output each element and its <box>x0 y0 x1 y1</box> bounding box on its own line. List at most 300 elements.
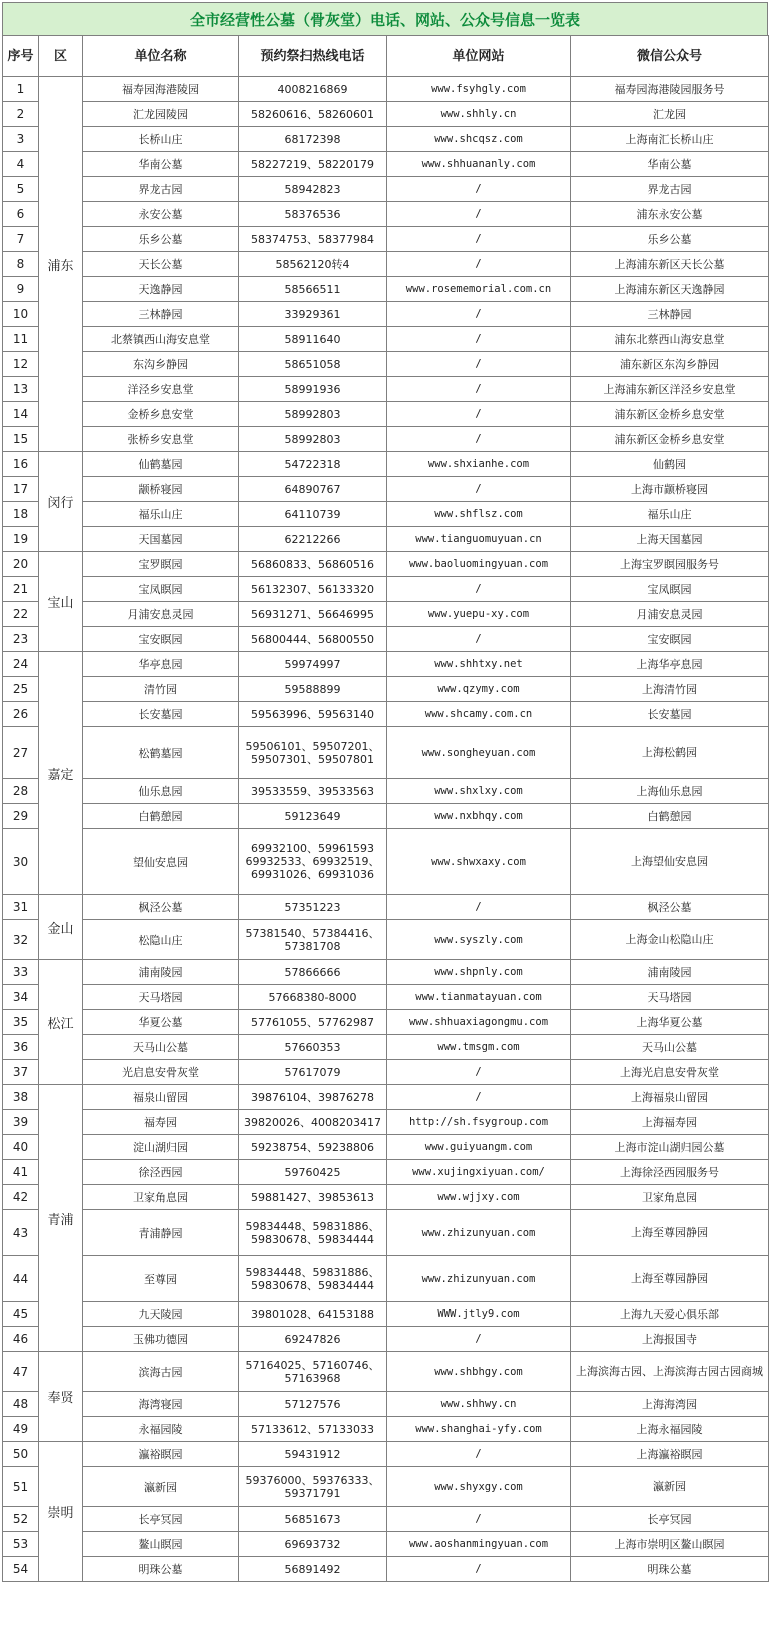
website-cell: / <box>387 477 571 502</box>
cemetery-name: 洋泾乡安息堂 <box>83 377 239 402</box>
district-cell: 松江 <box>39 960 83 1085</box>
row-number: 20 <box>3 552 39 577</box>
website-cell: www.shcqsz.com <box>387 127 571 152</box>
wechat-cell: 长亭冥园 <box>571 1507 769 1532</box>
phone-cell: 57617079 <box>239 1060 387 1085</box>
phone-cell: 59506101、59507201、59507301、59507801 <box>239 727 387 779</box>
phone-cell: 64890767 <box>239 477 387 502</box>
table-row <box>3 652 769 677</box>
phone-cell: 59376000、59376333、59371791 <box>239 1467 387 1507</box>
website-cell: www.shanghai-yfy.com <box>387 1417 571 1442</box>
wechat-cell: 上海天国墓园 <box>571 527 769 552</box>
table-row <box>3 1085 769 1110</box>
cemetery-name: 福寿园 <box>83 1110 239 1135</box>
row-number: 17 <box>3 477 39 502</box>
wechat-cell: 上海瀛裕瞑园 <box>571 1442 769 1467</box>
sheet <box>2 2 768 1582</box>
phone-cell: 56132307、56133320 <box>239 577 387 602</box>
cemetery-table <box>2 35 769 1582</box>
wechat-cell: 上海金山松隐山庄 <box>571 920 769 960</box>
cemetery-name: 仙乐息园 <box>83 779 239 804</box>
cemetery-name: 月浦安息灵园 <box>83 602 239 627</box>
row-number: 14 <box>3 402 39 427</box>
cemetery-name: 松隐山庄 <box>83 920 239 960</box>
table-row <box>3 277 769 302</box>
website-cell: www.aoshanmingyuan.com <box>387 1532 571 1557</box>
cemetery-name: 清竹园 <box>83 677 239 702</box>
wechat-cell: 三林静园 <box>571 302 769 327</box>
row-number: 18 <box>3 502 39 527</box>
wechat-cell: 浦东新区金桥乡息安堂 <box>571 427 769 452</box>
phone-cell: 39801028、64153188 <box>239 1302 387 1327</box>
header-site: 单位网站 <box>387 36 571 77</box>
table-row <box>3 177 769 202</box>
table-row <box>3 152 769 177</box>
row-number: 33 <box>3 960 39 985</box>
phone-cell: 58992803 <box>239 402 387 427</box>
phone-cell: 58992803 <box>239 427 387 452</box>
cemetery-name: 天国墓园 <box>83 527 239 552</box>
district-cell: 嘉定 <box>39 652 83 895</box>
wechat-cell: 华南公墓 <box>571 152 769 177</box>
wechat-cell: 天马山公墓 <box>571 1035 769 1060</box>
row-number: 26 <box>3 702 39 727</box>
wechat-cell: 上海仙乐息园 <box>571 779 769 804</box>
row-number: 38 <box>3 1085 39 1110</box>
row-number: 24 <box>3 652 39 677</box>
table-row <box>3 1210 769 1256</box>
website-cell: / <box>387 377 571 402</box>
wechat-cell: 浦东永安公墓 <box>571 202 769 227</box>
phone-cell: 58562120转4 <box>239 252 387 277</box>
table-row <box>3 202 769 227</box>
district-cell: 奉贤 <box>39 1352 83 1442</box>
cemetery-name: 海湾寝园 <box>83 1392 239 1417</box>
phone-cell: 68172398 <box>239 127 387 152</box>
cemetery-name: 宝罗瞑园 <box>83 552 239 577</box>
website-cell: www.songheyuan.com <box>387 727 571 779</box>
cemetery-name: 瀛裕瞑园 <box>83 1442 239 1467</box>
table-row <box>3 1160 769 1185</box>
phone-cell: 69693732 <box>239 1532 387 1557</box>
row-number: 10 <box>3 302 39 327</box>
wechat-cell: 浦东北蔡西山海安息堂 <box>571 327 769 352</box>
district-cell: 宝山 <box>39 552 83 652</box>
row-number: 32 <box>3 920 39 960</box>
table-row <box>3 1467 769 1507</box>
cemetery-name: 福寿园海港陵园 <box>83 77 239 102</box>
district-cell: 金山 <box>39 895 83 960</box>
cemetery-name: 玉佛功德园 <box>83 1327 239 1352</box>
table-row <box>3 1302 769 1327</box>
website-cell: www.qzymy.com <box>387 677 571 702</box>
row-number: 5 <box>3 177 39 202</box>
table-row <box>3 804 769 829</box>
phone-cell: 69932100、59961593 69932533、69932519、69931026、69931036 <box>239 829 387 895</box>
wechat-cell: 天马塔园 <box>571 985 769 1010</box>
row-number: 50 <box>3 1442 39 1467</box>
row-number: 23 <box>3 627 39 652</box>
phone-cell: 59760425 <box>239 1160 387 1185</box>
website-cell: / <box>387 427 571 452</box>
phone-cell: 58911640 <box>239 327 387 352</box>
website-cell: www.shyxgy.com <box>387 1467 571 1507</box>
table-row <box>3 1185 769 1210</box>
table-row <box>3 627 769 652</box>
cemetery-name: 至尊园 <box>83 1256 239 1302</box>
website-cell: / <box>387 627 571 652</box>
phone-cell: 57133612、57133033 <box>239 1417 387 1442</box>
website-cell: www.syszly.com <box>387 920 571 960</box>
phone-cell: 56851673 <box>239 1507 387 1532</box>
table-row <box>3 527 769 552</box>
table-row <box>3 327 769 352</box>
phone-cell: 58942823 <box>239 177 387 202</box>
wechat-cell: 枫泾公墓 <box>571 895 769 920</box>
website-cell: / <box>387 1085 571 1110</box>
header-wechat: 微信公众号 <box>571 36 769 77</box>
cemetery-name: 望仙安息园 <box>83 829 239 895</box>
header-no: 序号 <box>3 36 39 77</box>
table-row <box>3 1392 769 1417</box>
wechat-cell: 上海福泉山留园 <box>571 1085 769 1110</box>
phone-cell: 57164025、57160746、57163968 <box>239 1352 387 1392</box>
phone-cell: 58651058 <box>239 352 387 377</box>
row-number: 2 <box>3 102 39 127</box>
website-cell: www.guiyuangm.com <box>387 1135 571 1160</box>
header-phone: 预约祭扫热线电话 <box>239 36 387 77</box>
row-number: 7 <box>3 227 39 252</box>
cemetery-name: 颛桥寝园 <box>83 477 239 502</box>
row-number: 8 <box>3 252 39 277</box>
wechat-cell: 乐乡公墓 <box>571 227 769 252</box>
table-row <box>3 1110 769 1135</box>
table-row <box>3 1417 769 1442</box>
row-number: 28 <box>3 779 39 804</box>
row-number: 41 <box>3 1160 39 1185</box>
website-cell: www.shbhgy.com <box>387 1352 571 1392</box>
table-row <box>3 1442 769 1467</box>
row-number: 1 <box>3 77 39 102</box>
table-row <box>3 1256 769 1302</box>
website-cell: www.tianguomuyuan.cn <box>387 527 571 552</box>
wechat-cell: 月浦安息灵园 <box>571 602 769 627</box>
website-cell: www.shhly.cn <box>387 102 571 127</box>
table-row <box>3 102 769 127</box>
table-row <box>3 1035 769 1060</box>
website-cell: / <box>387 327 571 352</box>
table-row <box>3 1060 769 1085</box>
phone-cell: 56860833、56860516 <box>239 552 387 577</box>
phone-cell: 57351223 <box>239 895 387 920</box>
cemetery-name: 淀山湖归园 <box>83 1135 239 1160</box>
row-number: 11 <box>3 327 39 352</box>
website-cell: www.shpnly.com <box>387 960 571 985</box>
row-number: 6 <box>3 202 39 227</box>
row-number: 34 <box>3 985 39 1010</box>
wechat-cell: 上海市淀山湖归园公墓 <box>571 1135 769 1160</box>
wechat-cell: 上海报国寺 <box>571 1327 769 1352</box>
row-number: 40 <box>3 1135 39 1160</box>
cemetery-name: 滨海古园 <box>83 1352 239 1392</box>
wechat-cell: 上海浦东新区天长公墓 <box>571 252 769 277</box>
table-header-row <box>3 36 769 77</box>
cemetery-name: 乐乡公墓 <box>83 227 239 252</box>
wechat-cell: 上海海湾园 <box>571 1392 769 1417</box>
cemetery-name: 金桥乡息安堂 <box>83 402 239 427</box>
wechat-cell: 上海永福园陵 <box>571 1417 769 1442</box>
row-number: 35 <box>3 1010 39 1035</box>
cemetery-name: 明珠公墓 <box>83 1557 239 1582</box>
phone-cell: 57381540、57384416、57381708 <box>239 920 387 960</box>
website-cell: http://sh.fsygroup.com <box>387 1110 571 1135</box>
website-cell: www.shhuananly.com <box>387 152 571 177</box>
table-row <box>3 602 769 627</box>
row-number: 31 <box>3 895 39 920</box>
table-row <box>3 427 769 452</box>
website-cell: / <box>387 1507 571 1532</box>
wechat-cell: 界龙古园 <box>571 177 769 202</box>
wechat-cell: 上海浦东新区天逸静园 <box>571 277 769 302</box>
table-row <box>3 1135 769 1160</box>
row-number: 44 <box>3 1256 39 1302</box>
table-row <box>3 402 769 427</box>
table-row <box>3 1352 769 1392</box>
wechat-cell: 上海松鹤园 <box>571 727 769 779</box>
website-cell: / <box>387 1442 571 1467</box>
website-cell: www.zhizunyuan.com <box>387 1256 571 1302</box>
table-row <box>3 452 769 477</box>
row-number: 9 <box>3 277 39 302</box>
table-row <box>3 477 769 502</box>
cemetery-name: 宝安瞑园 <box>83 627 239 652</box>
cemetery-name: 华南公墓 <box>83 152 239 177</box>
website-cell: / <box>387 577 571 602</box>
phone-cell: 59881427、39853613 <box>239 1185 387 1210</box>
row-number: 48 <box>3 1392 39 1417</box>
website-cell: www.fsyhgly.com <box>387 77 571 102</box>
wechat-cell: 上海光启息安骨灰堂 <box>571 1060 769 1085</box>
wechat-cell: 明珠公墓 <box>571 1557 769 1582</box>
website-cell: / <box>387 1327 571 1352</box>
website-cell: / <box>387 895 571 920</box>
phone-cell: 59834448、59831886、59830678、59834444 <box>239 1256 387 1302</box>
header-district: 区 <box>39 36 83 77</box>
table-row <box>3 829 769 895</box>
phone-cell: 59123649 <box>239 804 387 829</box>
table-row <box>3 702 769 727</box>
cemetery-name: 天马塔园 <box>83 985 239 1010</box>
wechat-cell: 瀛新园 <box>571 1467 769 1507</box>
table-row <box>3 552 769 577</box>
phone-cell: 4008216869 <box>239 77 387 102</box>
table-row <box>3 127 769 152</box>
wechat-cell: 卫家角息园 <box>571 1185 769 1210</box>
row-number: 46 <box>3 1327 39 1352</box>
cemetery-name: 宝凤瞑园 <box>83 577 239 602</box>
phone-cell: 59834448、59831886、59830678、59834444 <box>239 1210 387 1256</box>
row-number: 39 <box>3 1110 39 1135</box>
wechat-cell: 汇龙园 <box>571 102 769 127</box>
table-row <box>3 1532 769 1557</box>
row-number: 45 <box>3 1302 39 1327</box>
website-cell: www.tmsgm.com <box>387 1035 571 1060</box>
cemetery-name: 长桥山庄 <box>83 127 239 152</box>
wechat-cell: 宝安瞑园 <box>571 627 769 652</box>
table-row <box>3 1010 769 1035</box>
row-number: 36 <box>3 1035 39 1060</box>
table-row <box>3 227 769 252</box>
wechat-cell: 上海华亭息园 <box>571 652 769 677</box>
wechat-cell: 上海市颛桥寝园 <box>571 477 769 502</box>
phone-cell: 56891492 <box>239 1557 387 1582</box>
website-cell: www.yuepu-xy.com <box>387 602 571 627</box>
cemetery-name: 白鹤憩园 <box>83 804 239 829</box>
wechat-cell: 上海滨海古园、上海滨海古园古园商城 <box>571 1352 769 1392</box>
cemetery-name: 永安公墓 <box>83 202 239 227</box>
table-row <box>3 1327 769 1352</box>
table-row <box>3 502 769 527</box>
row-number: 52 <box>3 1507 39 1532</box>
phone-cell: 57761055、57762987 <box>239 1010 387 1035</box>
wechat-cell: 上海福寿园 <box>571 1110 769 1135</box>
wechat-cell: 上海宝罗瞑园服务号 <box>571 552 769 577</box>
row-number: 29 <box>3 804 39 829</box>
website-cell: / <box>387 402 571 427</box>
phone-cell: 33929361 <box>239 302 387 327</box>
table-row <box>3 779 769 804</box>
row-number: 49 <box>3 1417 39 1442</box>
wechat-cell: 上海至尊园静园 <box>571 1210 769 1256</box>
cemetery-name: 松鹤墓园 <box>83 727 239 779</box>
cemetery-name: 永福园陵 <box>83 1417 239 1442</box>
table-row <box>3 302 769 327</box>
cemetery-name: 卫家角息园 <box>83 1185 239 1210</box>
cemetery-name: 光启息安骨灰堂 <box>83 1060 239 1085</box>
wechat-cell: 长安墓园 <box>571 702 769 727</box>
wechat-cell: 上海徐泾西园服务号 <box>571 1160 769 1185</box>
cemetery-name: 徐泾西园 <box>83 1160 239 1185</box>
cemetery-name: 九天陵园 <box>83 1302 239 1327</box>
row-number: 3 <box>3 127 39 152</box>
cemetery-name: 仙鹤墓园 <box>83 452 239 477</box>
cemetery-name: 华夏公墓 <box>83 1010 239 1035</box>
website-cell: / <box>387 202 571 227</box>
website-cell: www.shhuaxiagongmu.com <box>387 1010 571 1035</box>
table-row <box>3 352 769 377</box>
row-number: 27 <box>3 727 39 779</box>
phone-cell: 64110739 <box>239 502 387 527</box>
table-row <box>3 920 769 960</box>
row-number: 19 <box>3 527 39 552</box>
district-cell: 青浦 <box>39 1085 83 1352</box>
table-row <box>3 677 769 702</box>
wechat-cell: 上海华夏公墓 <box>571 1010 769 1035</box>
wechat-cell: 白鹤憩园 <box>571 804 769 829</box>
phone-cell: 59431912 <box>239 1442 387 1467</box>
website-cell: www.xujingxiyuan.com/ <box>387 1160 571 1185</box>
table-row <box>3 1557 769 1582</box>
cemetery-name: 瀛新园 <box>83 1467 239 1507</box>
table-row <box>3 895 769 920</box>
cemetery-name: 天长公墓 <box>83 252 239 277</box>
row-number: 30 <box>3 829 39 895</box>
website-cell: www.tianmatayuan.com <box>387 985 571 1010</box>
wechat-cell: 宝凤瞑园 <box>571 577 769 602</box>
website-cell: www.shxlxy.com <box>387 779 571 804</box>
wechat-cell: 上海浦东新区洋泾乡安息堂 <box>571 377 769 402</box>
phone-cell: 59588899 <box>239 677 387 702</box>
phone-cell: 58374753、58377984 <box>239 227 387 252</box>
cemetery-name: 青浦静园 <box>83 1210 239 1256</box>
website-cell: www.shcamy.com.cn <box>387 702 571 727</box>
wechat-cell: 上海清竹园 <box>571 677 769 702</box>
wechat-cell: 浦南陵园 <box>571 960 769 985</box>
cemetery-name: 浦南陵园 <box>83 960 239 985</box>
phone-cell: 62212266 <box>239 527 387 552</box>
cemetery-name: 北蔡镇西山海安息堂 <box>83 327 239 352</box>
website-cell: www.shwxaxy.com <box>387 829 571 895</box>
website-cell: www.shflsz.com <box>387 502 571 527</box>
row-number: 12 <box>3 352 39 377</box>
website-cell: www.shhwy.cn <box>387 1392 571 1417</box>
wechat-cell: 上海市崇明区鳌山瞑园 <box>571 1532 769 1557</box>
website-cell: / <box>387 227 571 252</box>
website-cell: www.rosememorial.com.cn <box>387 277 571 302</box>
row-number: 22 <box>3 602 39 627</box>
wechat-cell: 福寿园海港陵园服务号 <box>571 77 769 102</box>
cemetery-name: 福乐山庄 <box>83 502 239 527</box>
wechat-cell: 仙鹤园 <box>571 452 769 477</box>
district-cell: 崇明 <box>39 1442 83 1582</box>
table-row <box>3 985 769 1010</box>
row-number: 53 <box>3 1532 39 1557</box>
table-row <box>3 252 769 277</box>
phone-cell: 58260616、58260601 <box>239 102 387 127</box>
website-cell: / <box>387 177 571 202</box>
table-row <box>3 960 769 985</box>
website-cell: www.wjjxy.com <box>387 1185 571 1210</box>
header-name: 单位名称 <box>83 36 239 77</box>
row-number: 25 <box>3 677 39 702</box>
website-cell: www.nxbhqy.com <box>387 804 571 829</box>
sheet-title: 全市经营性公墓（骨灰堂）电话、网站、公众号信息一览表 <box>2 2 768 36</box>
website-cell: / <box>387 352 571 377</box>
district-cell: 浦东 <box>39 77 83 452</box>
phone-cell: 57668380-8000 <box>239 985 387 1010</box>
cemetery-name: 福泉山留园 <box>83 1085 239 1110</box>
phone-cell: 56931271、56646995 <box>239 602 387 627</box>
phone-cell: 39876104、39876278 <box>239 1085 387 1110</box>
phone-cell: 57127576 <box>239 1392 387 1417</box>
website-cell: www.shhtxy.net <box>387 652 571 677</box>
cemetery-name: 汇龙园陵园 <box>83 102 239 127</box>
phone-cell: 58991936 <box>239 377 387 402</box>
district-cell: 闵行 <box>39 452 83 552</box>
row-number: 43 <box>3 1210 39 1256</box>
phone-cell: 39820026、4008203417 <box>239 1110 387 1135</box>
website-cell: www.zhizunyuan.com <box>387 1210 571 1256</box>
cemetery-name: 天马山公墓 <box>83 1035 239 1060</box>
row-number: 4 <box>3 152 39 177</box>
row-number: 47 <box>3 1352 39 1392</box>
table-row <box>3 77 769 102</box>
row-number: 51 <box>3 1467 39 1507</box>
phone-cell: 59563996、59563140 <box>239 702 387 727</box>
cemetery-name: 长亭冥园 <box>83 1507 239 1532</box>
table-row <box>3 577 769 602</box>
phone-cell: 59974997 <box>239 652 387 677</box>
